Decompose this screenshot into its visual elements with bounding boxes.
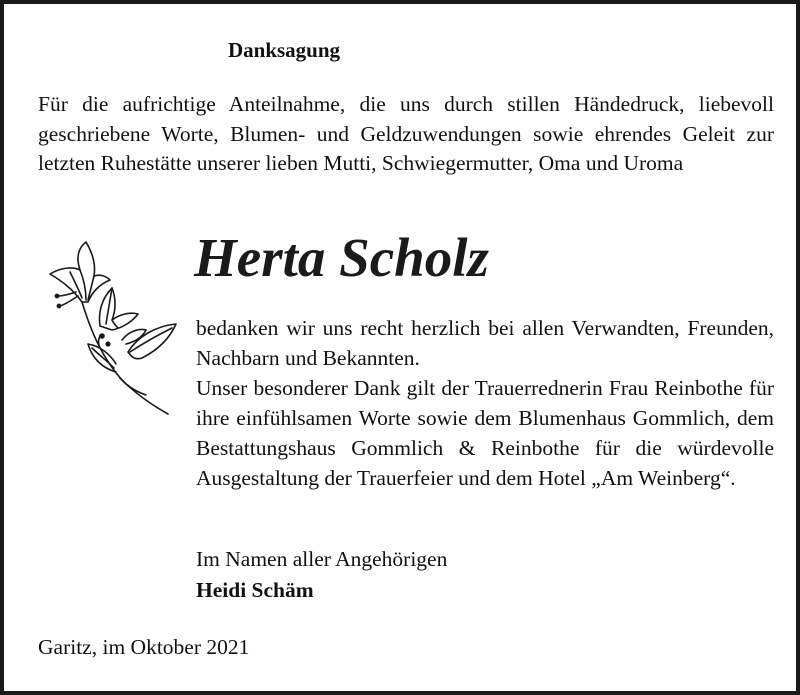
place-date: Garitz, im Oktober 2021 <box>38 635 250 659</box>
intro-paragraph: Für die aufrichtige Anteilnahme, die uns durch stillen Händedruck, liebevoll geschriebene Worte, Blumen- und Geldzuwendungen sowie ehrendes Geleit zur letzten Ruhestätte unserer lieben Mutti, Schwiegermutter, Oma und Uroma <box>38 92 774 175</box>
notice-heading: Danksagung <box>227 38 341 62</box>
deceased-name: Herta Scholz <box>194 227 489 288</box>
signatory-name: Heidi Schäm <box>196 578 314 602</box>
thanks-paragraph: bedanken wir uns recht herzlich bei allen Verwandten, Freunden, Nachbarn und Bekannten. <box>196 316 774 370</box>
thanks-body <box>196 313 774 493</box>
lily-flower-icon <box>42 240 182 420</box>
signature-line: Im Namen aller Angehörigen <box>196 547 448 571</box>
special-thanks-paragraph: Unser besonderer Dank gilt der Trauerrednerin Frau Reinbothe für ihre einfühlsamen Worte sowie dem Blumenhaus Gommlich, dem Bestattungshaus Gommlich & Reinbothe für die würdevolle Ausgestaltung der Trauerfeier und dem Hotel „Am Weinberg“. <box>196 376 774 490</box>
